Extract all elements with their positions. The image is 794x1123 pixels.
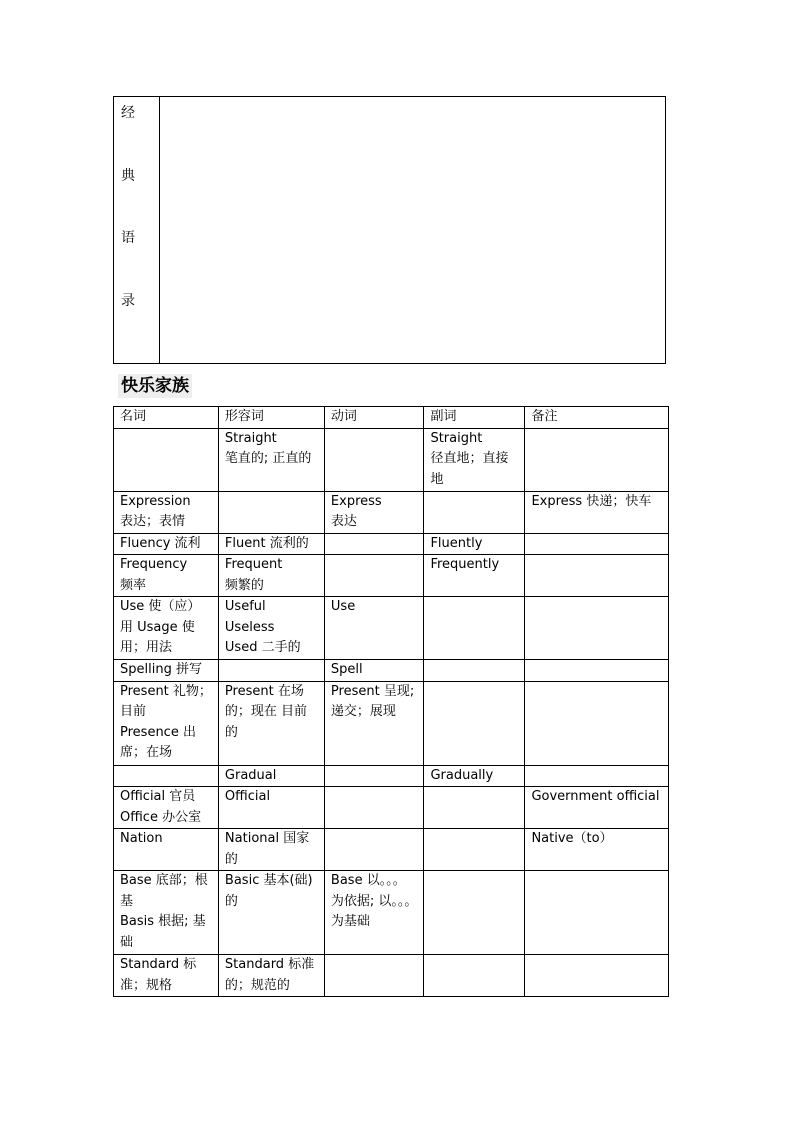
cell-text: Government official <box>531 789 660 804</box>
adjective-cell <box>218 787 324 829</box>
cell-text: Nation <box>120 831 163 846</box>
verb-cell <box>324 871 424 955</box>
notes-cell <box>525 533 669 555</box>
cell-text: Standard 标准 <box>224 957 315 972</box>
cell-text: 席；在场 <box>120 745 173 760</box>
column-header <box>218 407 324 429</box>
notes-cell <box>525 660 669 682</box>
cell-text: 的 <box>224 851 238 867</box>
cell-text: 用 Usage 使 <box>120 619 195 635</box>
cell-text: Present 在场 <box>224 683 304 699</box>
table-row <box>114 681 669 765</box>
adjective-cell <box>218 491 324 533</box>
cell-text: Office 办公室 <box>120 809 202 825</box>
verb-cell <box>324 555 424 597</box>
cell-text: Use <box>330 599 356 614</box>
column-header-label: 形容词 <box>224 409 264 424</box>
adverb-cell <box>424 597 525 660</box>
notes-cell <box>525 829 669 871</box>
table-row <box>114 491 669 533</box>
word-table-body <box>114 407 669 997</box>
column-header <box>324 407 424 429</box>
notes-cell <box>525 428 669 491</box>
cell-text: Base 底部；根 <box>120 873 208 888</box>
cell-text: 频率 <box>120 577 147 593</box>
cell-text: 目前 <box>120 704 147 719</box>
noun-cell <box>114 955 219 997</box>
adverb-cell <box>424 765 525 787</box>
verb-cell <box>324 955 424 997</box>
cell-text: Native（to） <box>531 831 613 846</box>
adjective-cell <box>218 955 324 997</box>
table-row <box>114 533 669 555</box>
cell-text: Official 官员 <box>120 789 196 804</box>
cell-text: 频繁的 <box>224 577 264 593</box>
cell-text: 础 <box>120 934 134 950</box>
notes-cell <box>525 681 669 765</box>
table-row <box>114 597 669 660</box>
adjective-cell <box>218 428 324 491</box>
noun-cell <box>114 765 219 787</box>
cell-text: 为基础 <box>330 914 370 929</box>
cell-text: 准；规格 <box>120 977 173 993</box>
notes-cell <box>525 765 669 787</box>
adverb-cell <box>424 555 525 597</box>
adverb-cell <box>424 660 525 682</box>
cell-text: 基 <box>120 893 134 909</box>
cell-text: 表达；表情 <box>120 514 186 529</box>
notes-cell <box>525 491 669 533</box>
notes-cell <box>525 787 669 829</box>
cell-text: Presence 出 <box>120 724 196 740</box>
cell-text: 径直地；直接 <box>430 451 509 466</box>
adverb-cell <box>424 955 525 997</box>
cell-text: 的 <box>224 893 238 909</box>
table-row <box>114 765 669 787</box>
column-header <box>424 407 525 429</box>
verb-cell <box>324 829 424 871</box>
adjective-cell <box>218 871 324 955</box>
column-header-label: 副词 <box>430 409 457 424</box>
cell-text: Basic 基本(础) <box>224 873 313 888</box>
cell-text: 的；现在 目前 <box>224 704 308 719</box>
cell-text: Frequently <box>430 557 500 572</box>
cell-text: Frequency <box>120 557 188 572</box>
noun-cell <box>114 660 219 682</box>
noun-cell <box>114 871 219 955</box>
noun-cell <box>114 555 219 597</box>
cell-text: 的 <box>224 724 238 740</box>
notes-cell <box>525 597 669 660</box>
cell-text: Present 呈现; <box>330 683 415 699</box>
cell-text: Base 以。。。 <box>330 873 406 888</box>
noun-cell <box>114 597 219 660</box>
cell-text: Used 二手的 <box>224 640 301 655</box>
adverb-cell <box>424 829 525 871</box>
verb-cell <box>324 787 424 829</box>
notes-cell <box>525 871 669 955</box>
cell-text: 笔直的; 正直的 <box>224 451 312 466</box>
cell-text: 表达 <box>330 514 357 529</box>
cell-text: Gradual <box>224 767 277 783</box>
adjective-cell <box>218 660 324 682</box>
adjective-cell <box>218 681 324 765</box>
adverb-cell <box>424 491 525 533</box>
cell-text: Straight <box>430 430 483 446</box>
column-header <box>114 407 219 429</box>
adverb-cell <box>424 871 525 955</box>
quote-label-char: 语 <box>121 230 135 246</box>
noun-cell <box>114 491 219 533</box>
cell-text: 为依据; 以。。。 <box>330 893 418 909</box>
cell-text: Frequent <box>224 557 283 572</box>
table-row <box>114 787 669 829</box>
verb-cell <box>324 491 424 533</box>
adverb-cell <box>424 533 525 555</box>
adjective-cell <box>218 533 324 555</box>
cell-text: National 国家 <box>224 831 310 846</box>
classic-quotes-box <box>113 96 666 364</box>
cell-text: Fluent 流利的 <box>224 535 309 551</box>
table-row <box>114 660 669 682</box>
cell-text: Express 快递；快车 <box>531 493 652 509</box>
noun-cell <box>114 533 219 555</box>
adjective-cell <box>218 829 324 871</box>
table-row <box>114 955 669 997</box>
notes-cell <box>525 555 669 597</box>
cell-text: Useful <box>224 599 266 614</box>
cell-text: Spelling 拼写 <box>120 662 202 677</box>
cell-text: Basis 根据; 基 <box>120 914 206 929</box>
quote-label-char: 典 <box>121 168 135 184</box>
verb-cell <box>324 428 424 491</box>
cell-text: 用；用法 <box>120 640 173 655</box>
column-header-label: 名词 <box>120 409 147 424</box>
quote-label-char: 经 <box>121 105 135 121</box>
cell-text: Fluently <box>430 535 483 551</box>
verb-cell <box>324 533 424 555</box>
cell-text: Present 礼物； <box>120 683 212 699</box>
adverb-cell <box>424 787 525 829</box>
column-header-label: 备注 <box>531 409 558 424</box>
column-header <box>525 407 669 429</box>
table-row <box>114 428 669 491</box>
cell-text: Fluency 流利 <box>120 535 201 551</box>
verb-cell <box>324 660 424 682</box>
table-header-row <box>114 407 669 429</box>
adverb-cell <box>424 428 525 491</box>
verb-cell <box>324 681 424 765</box>
cell-text: 的；规范的 <box>224 977 290 993</box>
adjective-cell <box>218 765 324 787</box>
cell-text: Expression <box>120 493 191 509</box>
noun-cell <box>114 829 219 871</box>
adverb-cell <box>424 681 525 765</box>
word-family-table <box>113 406 669 997</box>
notes-cell <box>525 955 669 997</box>
cell-text: Straight <box>224 430 277 446</box>
cell-text: Express <box>330 493 382 509</box>
adjective-cell <box>218 555 324 597</box>
noun-cell <box>114 787 219 829</box>
noun-cell <box>114 428 219 491</box>
noun-cell <box>114 681 219 765</box>
verb-cell <box>324 765 424 787</box>
cell-text: Gradually <box>430 767 494 783</box>
adjective-cell <box>218 597 324 660</box>
cell-text: 递交；展现 <box>330 704 396 719</box>
cell-text: Standard 标 <box>120 957 197 972</box>
table-row <box>114 829 669 871</box>
table-row <box>114 555 669 597</box>
cell-text: 地 <box>430 471 444 487</box>
cell-text: Official <box>224 789 271 804</box>
cell-text: Use 使（应） <box>120 599 201 614</box>
cell-text: Useless <box>224 619 275 635</box>
quote-label-char: 录 <box>121 293 135 309</box>
classic-quotes-label <box>114 97 160 363</box>
table-row <box>114 871 669 955</box>
column-header-label: 动词 <box>330 409 357 424</box>
section-heading: 快乐家族 <box>118 374 192 398</box>
verb-cell <box>324 597 424 660</box>
cell-text: Spell <box>330 662 363 677</box>
